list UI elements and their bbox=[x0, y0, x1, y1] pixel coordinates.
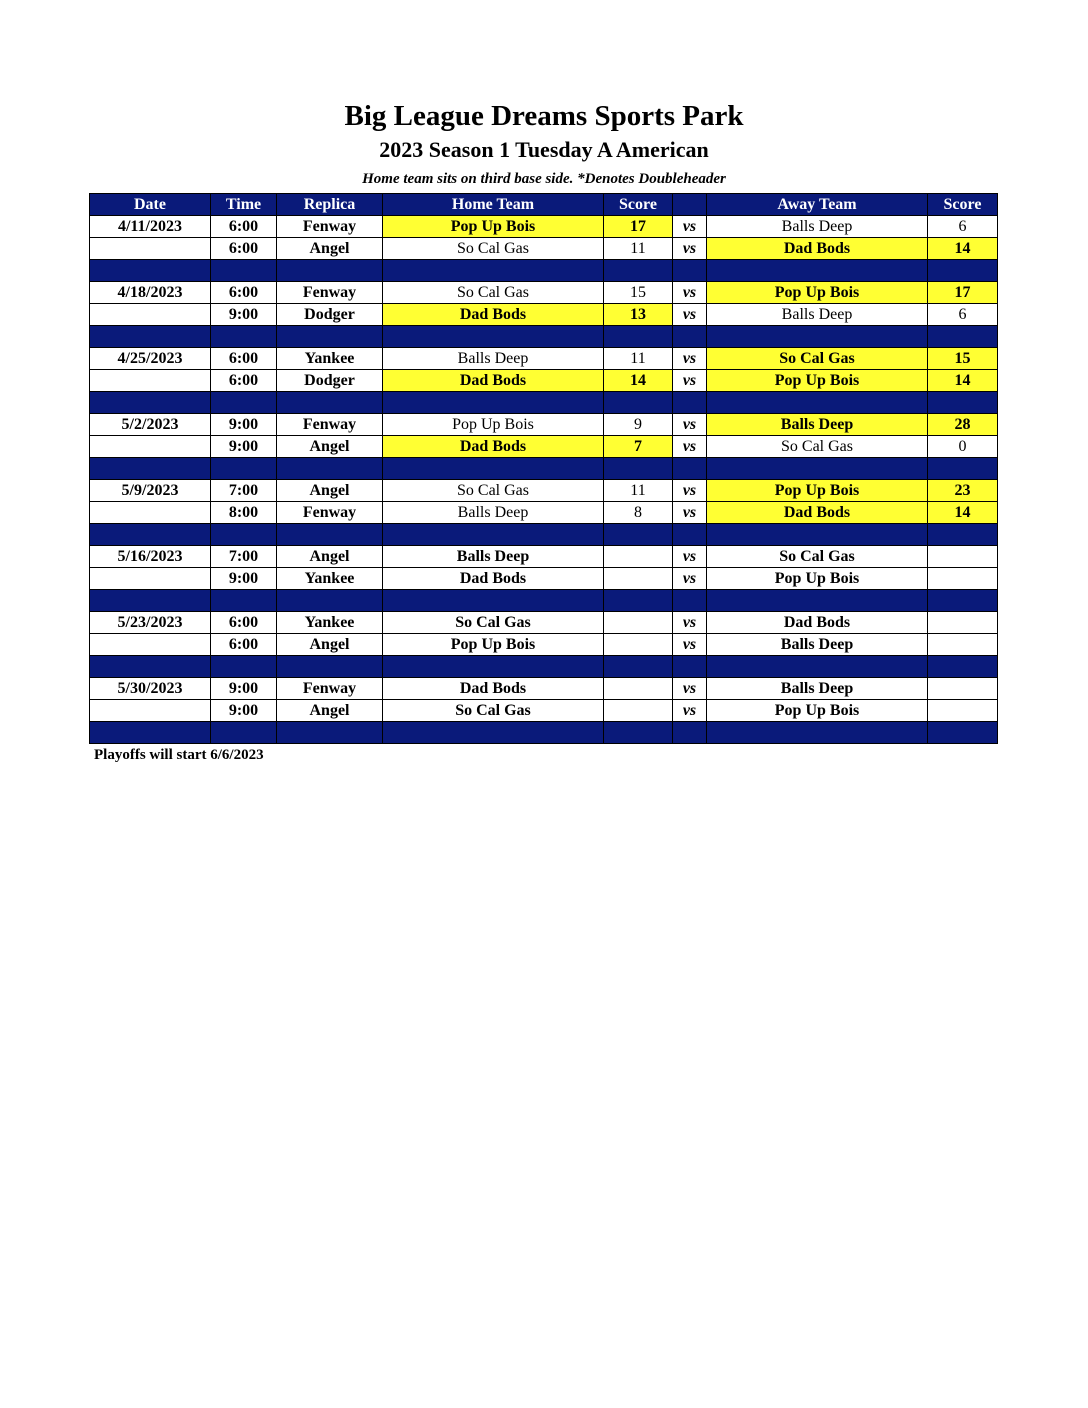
vs-label: vs bbox=[673, 546, 707, 568]
home-team: Pop Up Bois bbox=[383, 216, 604, 238]
game-time: 6:00 bbox=[211, 634, 277, 656]
game-replica: Fenway bbox=[277, 502, 383, 524]
col-header-away-score: Score bbox=[928, 194, 998, 216]
separator-cell bbox=[90, 722, 211, 744]
home-team: Dad Bods bbox=[383, 370, 604, 392]
away-score bbox=[928, 546, 998, 568]
week-separator-row bbox=[90, 392, 998, 414]
away-team: Balls Deep bbox=[707, 216, 928, 238]
game-row bbox=[90, 216, 998, 238]
home-score bbox=[604, 634, 673, 656]
separator-cell bbox=[277, 326, 383, 348]
away-team: Balls Deep bbox=[707, 414, 928, 436]
vs-label: vs bbox=[673, 612, 707, 634]
separator-cell bbox=[604, 260, 673, 282]
separator-cell bbox=[90, 656, 211, 678]
home-score: 8 bbox=[604, 502, 673, 524]
col-header-replica: Replica bbox=[277, 194, 383, 216]
game-date: 4/11/2023 bbox=[90, 216, 211, 238]
away-team: So Cal Gas bbox=[707, 348, 928, 370]
separator-cell bbox=[604, 590, 673, 612]
game-time: 6:00 bbox=[211, 216, 277, 238]
separator-cell bbox=[707, 458, 928, 480]
separator-cell bbox=[90, 326, 211, 348]
away-score: 17 bbox=[928, 282, 998, 304]
week-separator-row bbox=[90, 458, 998, 480]
away-score: 28 bbox=[928, 414, 998, 436]
home-team: So Cal Gas bbox=[383, 282, 604, 304]
game-time: 6:00 bbox=[211, 282, 277, 304]
away-team: Dad Bods bbox=[707, 502, 928, 524]
separator-cell bbox=[211, 392, 277, 414]
schedule-table bbox=[89, 193, 998, 744]
separator-cell bbox=[211, 260, 277, 282]
home-team: Balls Deep bbox=[383, 348, 604, 370]
game-replica: Fenway bbox=[277, 282, 383, 304]
game-row bbox=[90, 678, 998, 700]
game-date bbox=[90, 634, 211, 656]
game-replica: Dodger bbox=[277, 370, 383, 392]
vs-label: vs bbox=[673, 238, 707, 260]
separator-cell bbox=[928, 326, 998, 348]
away-score bbox=[928, 700, 998, 722]
header-row bbox=[90, 194, 998, 216]
separator-cell bbox=[928, 656, 998, 678]
game-row bbox=[90, 502, 998, 524]
away-score: 0 bbox=[928, 436, 998, 458]
home-team: Dad Bods bbox=[383, 568, 604, 590]
separator-cell bbox=[90, 260, 211, 282]
home-score bbox=[604, 612, 673, 634]
game-time: 6:00 bbox=[211, 348, 277, 370]
col-header-home-score: Score bbox=[604, 194, 673, 216]
separator-cell bbox=[383, 326, 604, 348]
game-row bbox=[90, 634, 998, 656]
away-team: So Cal Gas bbox=[707, 546, 928, 568]
home-team: Balls Deep bbox=[383, 502, 604, 524]
home-score: 11 bbox=[604, 238, 673, 260]
game-row bbox=[90, 370, 998, 392]
vs-label: vs bbox=[673, 700, 707, 722]
game-date bbox=[90, 568, 211, 590]
separator-cell bbox=[277, 392, 383, 414]
week-separator-row bbox=[90, 260, 998, 282]
game-time: 9:00 bbox=[211, 414, 277, 436]
home-score: 11 bbox=[604, 348, 673, 370]
away-score: 14 bbox=[928, 502, 998, 524]
separator-cell bbox=[277, 722, 383, 744]
home-team: So Cal Gas bbox=[383, 612, 604, 634]
game-replica: Angel bbox=[277, 480, 383, 502]
home-score: 11 bbox=[604, 480, 673, 502]
vs-label: vs bbox=[673, 480, 707, 502]
week-separator-row bbox=[90, 524, 998, 546]
week-separator-row bbox=[90, 656, 998, 678]
separator-cell bbox=[383, 590, 604, 612]
away-team: Dad Bods bbox=[707, 238, 928, 260]
game-replica: Yankee bbox=[277, 612, 383, 634]
away-score: 15 bbox=[928, 348, 998, 370]
home-team: So Cal Gas bbox=[383, 238, 604, 260]
game-row bbox=[90, 568, 998, 590]
game-replica: Angel bbox=[277, 546, 383, 568]
game-date: 5/23/2023 bbox=[90, 612, 211, 634]
game-replica: Yankee bbox=[277, 568, 383, 590]
away-team: Pop Up Bois bbox=[707, 370, 928, 392]
separator-cell bbox=[90, 392, 211, 414]
home-team: Pop Up Bois bbox=[383, 414, 604, 436]
separator-cell bbox=[604, 458, 673, 480]
home-team: Dad Bods bbox=[383, 304, 604, 326]
separator-cell bbox=[604, 392, 673, 414]
game-date: 5/9/2023 bbox=[90, 480, 211, 502]
separator-cell bbox=[211, 722, 277, 744]
game-date bbox=[90, 304, 211, 326]
home-score bbox=[604, 568, 673, 590]
separator-cell bbox=[707, 722, 928, 744]
away-score bbox=[928, 634, 998, 656]
col-header-vs bbox=[673, 194, 707, 216]
week-separator-row bbox=[90, 326, 998, 348]
game-replica: Fenway bbox=[277, 414, 383, 436]
separator-cell bbox=[673, 590, 707, 612]
separator-cell bbox=[928, 590, 998, 612]
vs-label: vs bbox=[673, 568, 707, 590]
game-row bbox=[90, 436, 998, 458]
separator-cell bbox=[277, 524, 383, 546]
col-header-date: Date bbox=[90, 194, 211, 216]
game-row bbox=[90, 282, 998, 304]
separator-cell bbox=[383, 722, 604, 744]
away-score: 14 bbox=[928, 370, 998, 392]
game-row bbox=[90, 546, 998, 568]
separator-cell bbox=[211, 458, 277, 480]
home-team: Pop Up Bois bbox=[383, 634, 604, 656]
separator-cell bbox=[604, 524, 673, 546]
away-team: Pop Up Bois bbox=[707, 480, 928, 502]
game-time: 7:00 bbox=[211, 480, 277, 502]
doubleheader-note: Home team sits on third base side. *Denotes Doubleheader bbox=[362, 171, 726, 187]
separator-cell bbox=[928, 722, 998, 744]
separator-cell bbox=[673, 524, 707, 546]
game-date: 4/18/2023 bbox=[90, 282, 211, 304]
vs-label: vs bbox=[673, 216, 707, 238]
away-team: Dad Bods bbox=[707, 612, 928, 634]
separator-cell bbox=[383, 458, 604, 480]
separator-cell bbox=[277, 590, 383, 612]
game-replica: Angel bbox=[277, 238, 383, 260]
away-score bbox=[928, 678, 998, 700]
season-subtitle: 2023 Season 1 Tuesday A American bbox=[379, 137, 709, 162]
separator-cell bbox=[383, 392, 604, 414]
game-time: 9:00 bbox=[211, 700, 277, 722]
separator-cell bbox=[928, 524, 998, 546]
home-team: Dad Bods bbox=[383, 678, 604, 700]
home-score bbox=[604, 546, 673, 568]
col-header-away-team: Away Team bbox=[707, 194, 928, 216]
home-score bbox=[604, 678, 673, 700]
separator-cell bbox=[928, 458, 998, 480]
away-team: Balls Deep bbox=[707, 678, 928, 700]
game-replica: Fenway bbox=[277, 678, 383, 700]
vs-label: vs bbox=[673, 348, 707, 370]
away-team: Pop Up Bois bbox=[707, 700, 928, 722]
week-separator-row bbox=[90, 722, 998, 744]
separator-cell bbox=[277, 458, 383, 480]
away-score: 23 bbox=[928, 480, 998, 502]
separator-cell bbox=[90, 524, 211, 546]
game-replica: Yankee bbox=[277, 348, 383, 370]
game-time: 9:00 bbox=[211, 568, 277, 590]
away-team: Pop Up Bois bbox=[707, 282, 928, 304]
separator-cell bbox=[673, 260, 707, 282]
away-team: Balls Deep bbox=[707, 634, 928, 656]
game-time: 6:00 bbox=[211, 612, 277, 634]
home-team: Balls Deep bbox=[383, 546, 604, 568]
vs-label: vs bbox=[673, 414, 707, 436]
separator-cell bbox=[383, 524, 604, 546]
separator-cell bbox=[277, 656, 383, 678]
game-date: 4/25/2023 bbox=[90, 348, 211, 370]
game-row bbox=[90, 414, 998, 436]
separator-cell bbox=[383, 656, 604, 678]
away-score: 14 bbox=[928, 238, 998, 260]
home-team: So Cal Gas bbox=[383, 480, 604, 502]
home-team: Dad Bods bbox=[383, 436, 604, 458]
game-date bbox=[90, 370, 211, 392]
separator-cell bbox=[928, 392, 998, 414]
game-row bbox=[90, 480, 998, 502]
separator-cell bbox=[211, 524, 277, 546]
separator-cell bbox=[604, 656, 673, 678]
separator-cell bbox=[383, 260, 604, 282]
separator-cell bbox=[673, 326, 707, 348]
game-time: 8:00 bbox=[211, 502, 277, 524]
away-score: 6 bbox=[928, 216, 998, 238]
game-row bbox=[90, 304, 998, 326]
separator-cell bbox=[707, 392, 928, 414]
game-date: 5/16/2023 bbox=[90, 546, 211, 568]
separator-cell bbox=[211, 326, 277, 348]
vs-label: vs bbox=[673, 678, 707, 700]
vs-label: vs bbox=[673, 436, 707, 458]
vs-label: vs bbox=[673, 502, 707, 524]
home-score: 14 bbox=[604, 370, 673, 392]
game-row bbox=[90, 700, 998, 722]
schedule-body bbox=[90, 216, 998, 744]
separator-cell bbox=[707, 326, 928, 348]
home-score: 13 bbox=[604, 304, 673, 326]
game-date: 5/30/2023 bbox=[90, 678, 211, 700]
game-replica: Fenway bbox=[277, 216, 383, 238]
away-team: So Cal Gas bbox=[707, 436, 928, 458]
game-date: 5/2/2023 bbox=[90, 414, 211, 436]
game-date bbox=[90, 238, 211, 260]
game-date bbox=[90, 502, 211, 524]
playoffs-note: Playoffs will start 6/6/2023 bbox=[94, 747, 264, 763]
separator-cell bbox=[211, 656, 277, 678]
separator-cell bbox=[707, 656, 928, 678]
game-date bbox=[90, 436, 211, 458]
home-team: So Cal Gas bbox=[383, 700, 604, 722]
page-title: Big League Dreams Sports Park bbox=[344, 100, 744, 132]
home-score: 7 bbox=[604, 436, 673, 458]
game-row bbox=[90, 348, 998, 370]
game-time: 7:00 bbox=[211, 546, 277, 568]
separator-cell bbox=[707, 524, 928, 546]
separator-cell bbox=[928, 260, 998, 282]
separator-cell bbox=[673, 722, 707, 744]
vs-label: vs bbox=[673, 282, 707, 304]
separator-cell bbox=[707, 260, 928, 282]
game-date bbox=[90, 700, 211, 722]
separator-cell bbox=[277, 260, 383, 282]
away-score bbox=[928, 568, 998, 590]
col-header-time: Time bbox=[211, 194, 277, 216]
separator-cell bbox=[673, 656, 707, 678]
game-time: 6:00 bbox=[211, 238, 277, 260]
away-score: 6 bbox=[928, 304, 998, 326]
separator-cell bbox=[673, 392, 707, 414]
home-score: 17 bbox=[604, 216, 673, 238]
week-separator-row bbox=[90, 590, 998, 612]
separator-cell bbox=[90, 458, 211, 480]
game-row bbox=[90, 238, 998, 260]
game-replica: Dodger bbox=[277, 304, 383, 326]
game-replica: Angel bbox=[277, 700, 383, 722]
game-time: 9:00 bbox=[211, 678, 277, 700]
vs-label: vs bbox=[673, 634, 707, 656]
game-replica: Angel bbox=[277, 634, 383, 656]
separator-cell bbox=[211, 590, 277, 612]
separator-cell bbox=[673, 458, 707, 480]
separator-cell bbox=[604, 326, 673, 348]
separator-cell bbox=[707, 590, 928, 612]
home-score: 15 bbox=[604, 282, 673, 304]
away-score bbox=[928, 612, 998, 634]
vs-label: vs bbox=[673, 304, 707, 326]
game-time: 6:00 bbox=[211, 370, 277, 392]
home-score: 9 bbox=[604, 414, 673, 436]
game-time: 9:00 bbox=[211, 304, 277, 326]
game-row bbox=[90, 612, 998, 634]
home-score bbox=[604, 700, 673, 722]
game-replica: Angel bbox=[277, 436, 383, 458]
away-team: Balls Deep bbox=[707, 304, 928, 326]
away-team: Pop Up Bois bbox=[707, 568, 928, 590]
game-time: 9:00 bbox=[211, 436, 277, 458]
vs-label: vs bbox=[673, 370, 707, 392]
separator-cell bbox=[90, 590, 211, 612]
col-header-home-team: Home Team bbox=[383, 194, 604, 216]
separator-cell bbox=[604, 722, 673, 744]
